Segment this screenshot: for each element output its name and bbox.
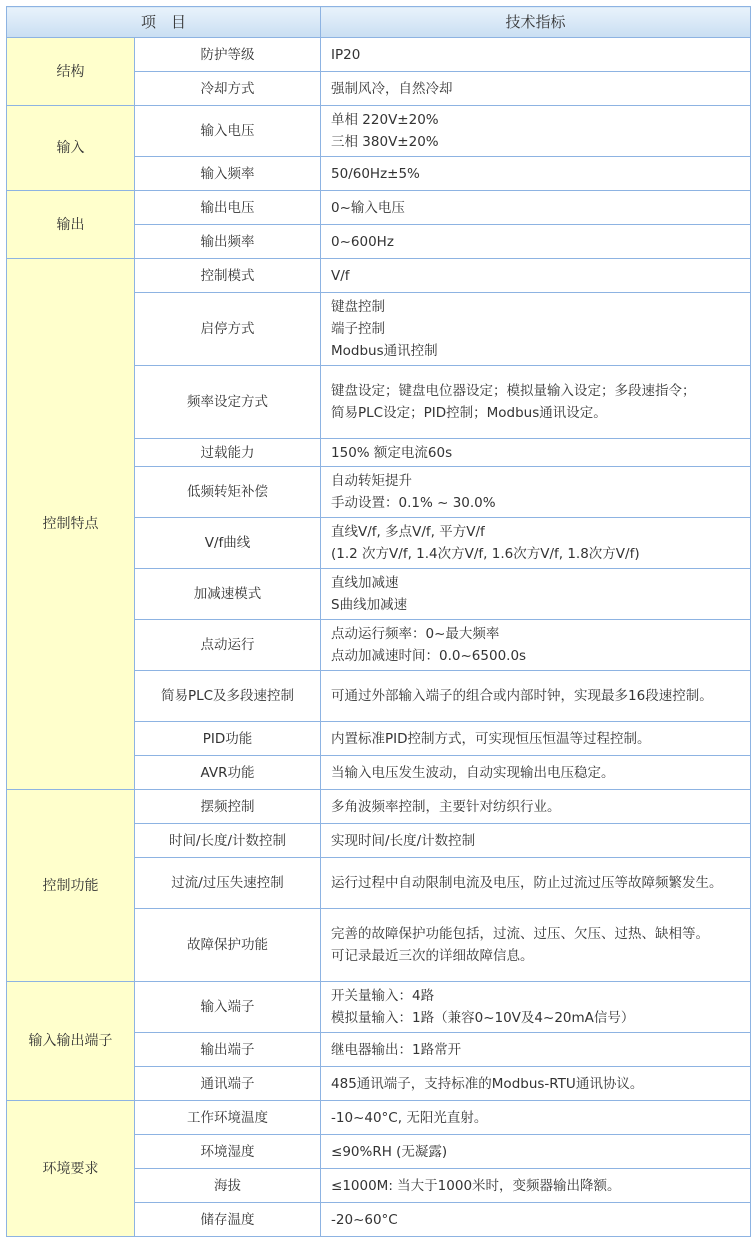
item-label: 环境湿度 <box>135 1135 321 1169</box>
spec-line: 可记录最近三次的详细故障信息。 <box>331 948 534 964</box>
spec-value <box>321 1067 751 1101</box>
item-label: 储存温度 <box>135 1203 321 1237</box>
spec-value <box>321 858 751 909</box>
group-label: 控制特点 <box>7 259 135 790</box>
item-label: 控制模式 <box>135 259 321 293</box>
spec-line: ≤90%RH (无凝露) <box>331 1143 448 1160</box>
spec-line: 多角波频率控制，主要针对纺织行业。 <box>331 798 561 815</box>
table-row <box>7 38 751 72</box>
item-label: 工作环境温度 <box>135 1101 321 1135</box>
spec-value <box>321 1101 751 1135</box>
table-body <box>7 38 751 1237</box>
item-label: 输出频率 <box>135 225 321 259</box>
spec-table <box>6 6 751 1237</box>
item-label: 通讯端子 <box>135 1067 321 1101</box>
item-label: 低频转矩补偿 <box>135 467 321 518</box>
item-label: 故障保护功能 <box>135 909 321 982</box>
spec-line: 端子控制 <box>331 321 386 337</box>
spec-line: 485通讯端子，支持标准的Modbus-RTU通讯协议。 <box>331 1075 644 1092</box>
item-label: 输入端子 <box>135 982 321 1033</box>
spec-value <box>321 790 751 824</box>
spec-line: Modbus通讯控制 <box>331 343 438 359</box>
spec-line: 简易PLC设定；PID控制；Modbus通讯设定。 <box>331 405 607 421</box>
table-row <box>7 1101 751 1135</box>
spec-value <box>321 259 751 293</box>
item-label: 时间/长度/计数控制 <box>135 824 321 858</box>
group-label: 结构 <box>7 38 135 106</box>
spec-value <box>321 982 751 1033</box>
spec-value <box>321 1135 751 1169</box>
spec-value <box>321 722 751 756</box>
spec-value <box>321 620 751 671</box>
item-label: 输入电压 <box>135 106 321 157</box>
spec-line: 0~600Hz <box>331 233 394 250</box>
item-label: 过载能力 <box>135 439 321 467</box>
spec-value <box>321 293 751 366</box>
group-label: 控制功能 <box>7 790 135 982</box>
item-label: PID功能 <box>135 722 321 756</box>
item-label: 海拔 <box>135 1169 321 1203</box>
spec-line: 运行过程中自动限制电流及电压，防止过流过压等故障频繁发生。 <box>331 875 723 891</box>
spec-line: 强制风冷，自然冷却 <box>331 80 453 97</box>
item-label: 输出端子 <box>135 1033 321 1067</box>
spec-line: S曲线加减速 <box>331 597 408 613</box>
spec-line: 键盘设定；键盘电位器设定；模拟量输入设定；多段速指令； <box>331 383 696 399</box>
spec-line: -10~40°C, 无阳光直射。 <box>331 1109 488 1126</box>
spec-line: 可通过外部输入端子的组合或内部时钟，实现最多16段速控制。 <box>331 688 713 704</box>
spec-line: 点动加减速时间：0.0~6500.0s <box>331 648 527 664</box>
item-label: 过流/过压失速控制 <box>135 858 321 909</box>
spec-value <box>321 106 751 157</box>
spec-value <box>321 909 751 982</box>
spec-line: 实现时间/长度/计数控制 <box>331 832 476 849</box>
spec-line: 点动运行频率：0~最大频率 <box>331 626 500 642</box>
spec-line: 内置标准PID控制方式，可实现恒压恒温等过程控制。 <box>331 730 651 747</box>
spec-value <box>321 518 751 569</box>
spec-value <box>321 191 751 225</box>
group-label: 输入 <box>7 106 135 191</box>
table-row <box>7 790 751 824</box>
spec-line: 当输入电压发生波动，自动实现输出电压稳定。 <box>331 764 615 781</box>
spec-line: 自动转矩提升 <box>331 473 413 489</box>
spec-line: IP20 <box>331 46 361 63</box>
item-label: 加减速模式 <box>135 569 321 620</box>
spec-line: 单相 220V±20% <box>331 112 439 128</box>
spec-value <box>321 366 751 439</box>
spec-line: 开关量输入：4路 <box>331 988 435 1004</box>
table-header-row <box>7 7 751 38</box>
item-label: 简易PLC及多段速控制 <box>135 671 321 722</box>
spec-line: 手动设置：0.1% ~ 30.0% <box>331 495 496 511</box>
spec-line: ≤1000M: 当大于1000米时，变频器输出降额。 <box>331 1177 621 1194</box>
item-label: 冷却方式 <box>135 72 321 106</box>
item-label: 摆频控制 <box>135 790 321 824</box>
spec-value <box>321 824 751 858</box>
spec-line: V/f <box>331 267 350 284</box>
spec-value <box>321 756 751 790</box>
spec-line: 三相 380V±20% <box>331 134 439 150</box>
spec-line: 0~输入电压 <box>331 199 405 216</box>
spec-line: -20~60°C <box>331 1211 398 1228</box>
group-label: 输入输出端子 <box>7 982 135 1101</box>
spec-line: 完善的故障保护功能包括，过流、过压、欠压、过热、缺相等。 <box>331 926 710 942</box>
table-row <box>7 982 751 1033</box>
group-label: 环境要求 <box>7 1101 135 1237</box>
item-label: 启停方式 <box>135 293 321 366</box>
spec-value <box>321 225 751 259</box>
spec-line: 模拟量输入：1路（兼容0~10V及4~20mA信号） <box>331 1010 635 1026</box>
spec-line: 50/60Hz±5% <box>331 165 420 182</box>
item-label: 点动运行 <box>135 620 321 671</box>
spec-value <box>321 1169 751 1203</box>
spec-value <box>321 157 751 191</box>
group-label: 输出 <box>7 191 135 259</box>
item-label: V/f曲线 <box>135 518 321 569</box>
spec-value <box>321 38 751 72</box>
item-label: AVR功能 <box>135 756 321 790</box>
item-label: 输出电压 <box>135 191 321 225</box>
spec-value <box>321 1203 751 1237</box>
spec-line: (1.2 次方V/f, 1.4次方V/f, 1.6次方V/f, 1.8次方V/f) <box>331 546 640 562</box>
table-row <box>7 191 751 225</box>
spec-line: 直线V/f, 多点V/f, 平方V/f <box>331 524 485 540</box>
spec-value <box>321 671 751 722</box>
spec-line: 直线加减速 <box>331 575 399 591</box>
table-row <box>7 106 751 157</box>
spec-value <box>321 439 751 467</box>
spec-line: 150% 额定电流60s <box>331 444 453 461</box>
item-label: 防护等级 <box>135 38 321 72</box>
header-item: 项 目 <box>7 7 321 38</box>
item-label: 频率设定方式 <box>135 366 321 439</box>
spec-value <box>321 569 751 620</box>
spec-value <box>321 1033 751 1067</box>
header-spec: 技术指标 <box>321 7 751 38</box>
spec-value <box>321 72 751 106</box>
spec-line: 键盘控制 <box>331 299 386 315</box>
spec-value <box>321 467 751 518</box>
table-row <box>7 259 751 293</box>
item-label: 输入频率 <box>135 157 321 191</box>
spec-line: 继电器输出：1路常开 <box>331 1041 462 1058</box>
